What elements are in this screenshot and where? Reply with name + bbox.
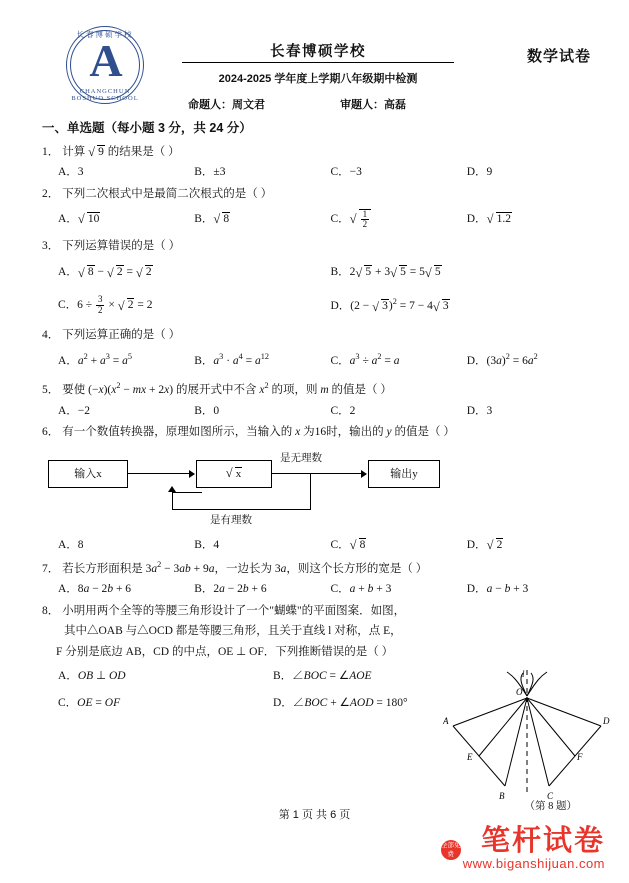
option-c[interactable]: C．a + b + 3 <box>330 583 392 596</box>
option-b[interactable]: B． √ 8 <box>178 207 314 232</box>
watermark-main: 笔杆试卷 <box>480 825 605 857</box>
option-a[interactable]: A．3 <box>58 166 84 179</box>
question-4-stem: 4． 下列运算正确的是（ ） <box>42 328 181 341</box>
question-5-options <box>42 404 587 420</box>
question-8-options-row2 <box>42 692 472 715</box>
option-b[interactable]: B．∠BOC = ∠AOE <box>273 670 372 683</box>
question-7-stem: 7． 若长方形面积是 $3a^2 - 3ab + 9a$，一边长为 3a，则这个长方形的宽是（ ） <box>42 560 428 575</box>
option-c[interactable]: C．OE = OF <box>58 697 121 710</box>
question-4-options <box>42 348 587 374</box>
option-b[interactable]: B．$a^3 \cdot a^4 = a^{12}$ <box>194 352 270 367</box>
svg-text:B: B <box>499 791 505 801</box>
question-7 <box>42 559 587 598</box>
option-a[interactable]: A．8a − 2b + 6 <box>58 583 132 596</box>
option-d[interactable]: D．9 <box>466 166 493 179</box>
logo-bottom-chars: CHANGCHUN BOSHUO SCHOOL <box>71 88 139 102</box>
question-8-figure <box>443 668 611 803</box>
question-8-figure-caption: （第 8 题） <box>524 801 577 812</box>
header-divider <box>182 62 454 63</box>
flow-arrow-1 <box>189 470 195 478</box>
option-a[interactable]: A．OB ⊥ OD <box>58 670 126 683</box>
question-1 <box>42 145 587 181</box>
question-8-options-row1 <box>42 665 472 688</box>
question-3-options-row1 <box>42 259 587 287</box>
question-3-stem: 3． 下列运算错误的是（ ） <box>42 239 181 252</box>
svg-text:E: E <box>467 752 473 762</box>
watermark <box>441 825 605 872</box>
flow-output-box: 输出y <box>368 460 440 488</box>
svg-text:F: F <box>577 752 583 762</box>
option-c[interactable]: C．−3 <box>330 166 362 179</box>
option-a[interactable]: A． √ 8 − √ 2 = √ 2 <box>42 259 315 287</box>
question-6 <box>42 425 587 553</box>
option-c[interactable]: C． √ $\frac{1}{2}$ <box>315 207 451 232</box>
flow-arrow-2 <box>361 470 367 478</box>
question-5 <box>42 380 587 419</box>
flow-label-irrational: 是无理数 <box>280 452 322 464</box>
authors-line <box>188 96 518 112</box>
reviewer-label: 审题人：高磊 <box>340 99 407 111</box>
question-1-options <box>42 165 587 181</box>
svg-text:l: l <box>522 669 525 679</box>
option-b[interactable]: B．0 <box>194 404 220 417</box>
question-8-line-2: 其中△OAB 与△OCD 都是等腰三角形，且关于直线 l 对称，点 E， <box>64 625 402 638</box>
flow-process-box: √ x <box>196 460 272 488</box>
page-header <box>38 0 591 118</box>
question-5-stem: 5． 要使 $(-x)(x^2$ − mx + 2x) 的展开式中不含 $x^2$ 的项，则 m 的值是（ ） <box>42 381 392 397</box>
question-3-options-row2 <box>42 291 587 322</box>
question-1-stem: 1． 计算 √ 9 的结果是（ ） <box>42 145 587 161</box>
svg-text:A: A <box>443 716 449 726</box>
question-8-line-3: F 分别是底边 AB，CD 的中点，OE ⊥ OF．下列推断错误的是（ ） <box>56 645 394 658</box>
logo-top-chars: 长春博硕学校 <box>76 30 134 39</box>
option-d[interactable]: D． √ 1.2 <box>451 207 587 232</box>
question-6-stem: 6． 有一个数值转换器，原理如图所示，当输入的 x 为16时，输出的 y 的值是（ ） <box>42 426 455 439</box>
flow-line-2 <box>272 473 361 474</box>
flow-input-box: 输入x <box>48 460 128 488</box>
option-d[interactable]: D．3 <box>466 404 493 417</box>
question-7-options <box>42 582 587 598</box>
option-b[interactable]: B．4 <box>194 538 220 551</box>
question-8-line-1: 小明用两个全等的等腰三角形设计了一个"蝴蝶"的平面图案．如图， <box>62 604 406 617</box>
svg-text:C: C <box>547 791 554 801</box>
option-b[interactable]: B．2a − 2b + 6 <box>194 583 267 596</box>
question-6-options <box>42 538 587 554</box>
question-8-stem: 8． 小明用两个全等的等腰三角形设计了一个"蝴蝶"的平面图案．如图， <box>42 604 406 617</box>
exam-content <box>42 120 587 715</box>
question-6-flowchart <box>48 446 587 532</box>
svg-text:D: D <box>603 716 610 726</box>
option-c[interactable]: C．2 <box>330 404 356 417</box>
flow-arrow-3 <box>168 486 176 492</box>
flow-line-6 <box>172 492 202 493</box>
option-d[interactable]: D．∠BOC + ∠AOD = 180° <box>273 697 408 710</box>
question-2-options <box>42 207 587 232</box>
option-d[interactable]: D．a − b + 3 <box>466 583 529 596</box>
school-logo-icon <box>66 26 146 106</box>
subject-title: 数学试卷 <box>526 48 591 65</box>
watermark-sub: www.biganshijuan.com <box>462 856 605 872</box>
option-d[interactable]: D．(2 − √ 3)$^2$ = 7 − 4 √ 3 <box>315 291 588 322</box>
svg-text:O: O <box>516 687 523 697</box>
option-b[interactable]: B．2 √ 5 + 3 √ 5 = 5 √ 5 <box>315 259 588 287</box>
option-c[interactable]: C．$a^3 \div a^2 = a$ <box>330 352 400 367</box>
flow-line-1 <box>128 473 189 474</box>
flow-line-3 <box>310 474 311 510</box>
flow-line-5 <box>172 492 173 510</box>
option-a[interactable]: A．8 <box>58 538 84 551</box>
option-c[interactable]: C． √ 8 <box>315 538 451 554</box>
question-2 <box>42 187 587 233</box>
question-2-stem: 2． 下列二次根式中是最简二次根式的是（ ） <box>42 187 273 200</box>
option-b[interactable]: B．±3 <box>194 166 226 179</box>
option-c[interactable]: C．6 ÷ $\frac{3}{2}$ × √ 2 = 2 <box>42 291 315 322</box>
question-4 <box>42 328 587 375</box>
watermark-badge: 全部免费 <box>441 842 461 858</box>
question-8 <box>42 604 472 716</box>
school-name: 长春博硕学校 <box>270 44 366 60</box>
flow-label-rational: 是有理数 <box>210 514 252 526</box>
option-a[interactable]: A．$a^2 + a^3 = a^5$ <box>58 352 132 367</box>
exam-title: 2024-2025 学年度上学期八年级期中检测 <box>218 73 418 85</box>
option-a[interactable]: A． √ 10 <box>42 207 178 232</box>
question-3 <box>42 239 587 322</box>
flow-line-4 <box>172 509 311 510</box>
section-title: 一、单选题（每小题 3 分，共 24 分） <box>42 121 252 135</box>
option-d[interactable]: D． √ 2 <box>451 538 587 554</box>
author-label: 命题人：周文君 <box>188 99 265 111</box>
logo-center-letter: A <box>89 35 121 86</box>
option-d[interactable]: D．$(3a)^2 = 6a^2$ <box>466 352 538 367</box>
option-a[interactable]: A．−2 <box>58 404 91 417</box>
page-footer: 第 1 页 共 6 页 <box>278 809 351 821</box>
